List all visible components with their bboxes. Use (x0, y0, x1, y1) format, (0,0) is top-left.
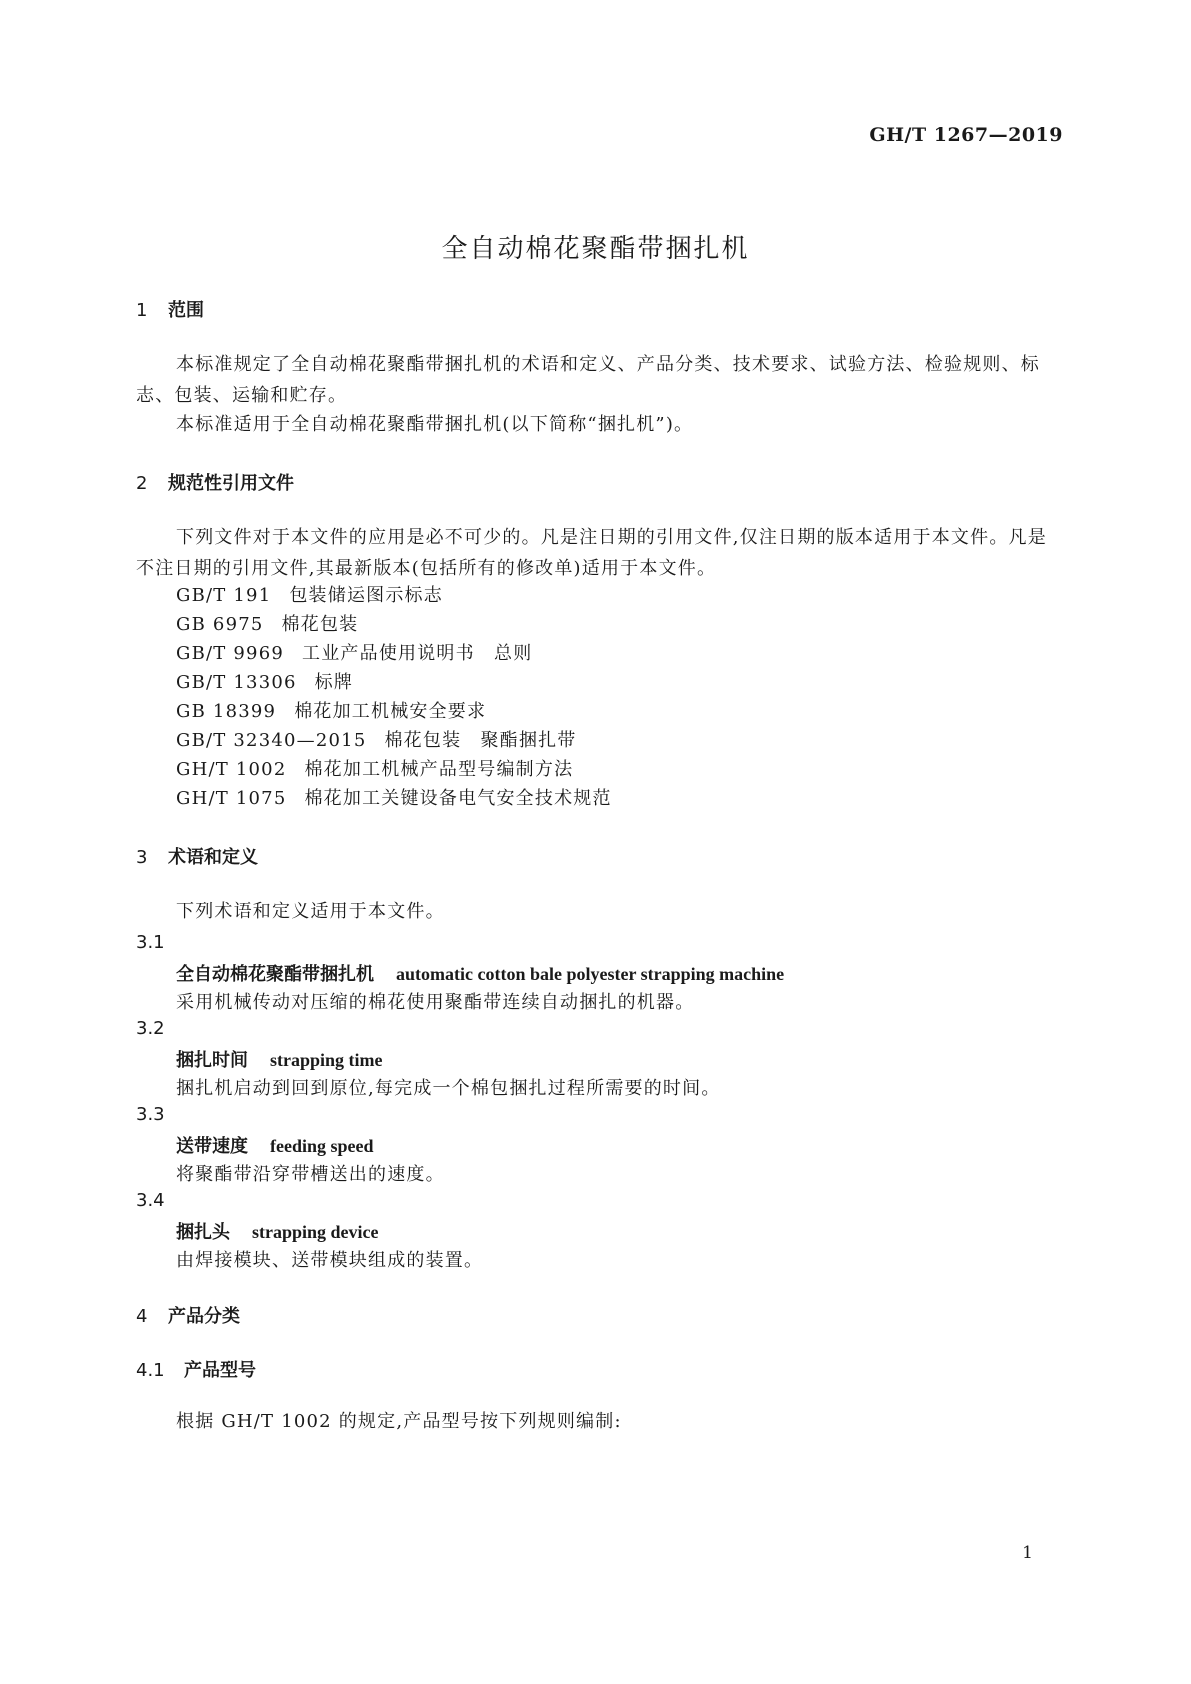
reference-title: 工业产品使用说明书 总则 (302, 643, 533, 664)
page-title: 全自动棉花聚酯带捆扎机 (441, 234, 750, 264)
section-number: 2 (136, 473, 148, 494)
term-definition: 捆扎机启动到回到原位,每完成一个棉包捆扎过程所需要的时间。 (176, 1078, 721, 1099)
section-3-intro: 下列术语和定义适用于本文件。 (176, 901, 445, 922)
reference-title: 标牌 (314, 672, 354, 693)
reference-title: 棉花加工关键设备电气安全技术规范 (304, 788, 612, 809)
term-en: strapping time (270, 1050, 383, 1070)
page-number: 1 (1022, 1543, 1033, 1563)
subsection-number: 4.1 (136, 1360, 165, 1381)
section-3-heading (136, 843, 258, 869)
subsection-title: 产品型号 (184, 1360, 256, 1381)
term-definition: 采用机械传动对压缩的棉花使用聚酯带连续自动捆扎的机器。 (176, 992, 695, 1013)
reference-code: GB 18399 (176, 701, 277, 722)
section-1-paragraph: 本标准适用于全自动棉花聚酯带捆扎机(以下简称“捆扎机”)。 (176, 414, 694, 435)
section-4-heading (136, 1302, 240, 1328)
term-heading (176, 1218, 379, 1244)
subsection-4-1-heading (136, 1356, 256, 1382)
term-heading (176, 1046, 383, 1072)
reference-code: GB/T 32340—2015 (176, 730, 367, 751)
reference-item (176, 725, 576, 756)
term-zh: 全自动棉花聚酯带捆扎机 (176, 964, 374, 985)
reference-title: 包装储运图示标志 (289, 585, 443, 606)
section-2-heading (136, 469, 294, 495)
reference-item (176, 580, 443, 611)
term-heading (176, 1132, 374, 1158)
reference-title: 棉花加工机械产品型号编制方法 (304, 759, 574, 780)
term-en: strapping device (252, 1222, 379, 1242)
section-number: 4 (136, 1306, 148, 1327)
reference-code: GB 6975 (176, 614, 264, 635)
term-definition: 将聚酯带沿穿带槽送出的速度。 (176, 1164, 445, 1185)
section-title: 范围 (168, 300, 204, 321)
reference-item (176, 754, 573, 785)
reference-item (176, 667, 353, 698)
section-title: 产品分类 (168, 1306, 240, 1327)
section-number: 1 (136, 300, 148, 321)
reference-code: GB/T 13306 (176, 672, 297, 693)
term-heading (176, 960, 784, 986)
term-definition: 由焊接模块、送带模块组成的装置。 (176, 1250, 484, 1271)
reference-title: 棉花包装 聚酯捆扎带 (384, 730, 577, 751)
section-2-intro: 下列文件对于本文件的应用是必不可少的。凡是注日期的引用文件,仅注日期的版本适用于本文件。凡是不注日期的引用文件,其最新版本(包括所有的修改单)适用于本文件。 (136, 527, 1047, 579)
reference-title: 棉花包装 (281, 614, 359, 635)
section-1-heading (136, 296, 204, 322)
reference-code: GH/T 1075 (176, 788, 287, 809)
section-1-paragraph: 本标准规定了全自动棉花聚酯带捆扎机的术语和定义、产品分类、技术要求、试验方法、检验规则、标志、包装、运输和贮存。 (136, 354, 1040, 406)
term-en: feeding speed (270, 1136, 374, 1156)
term-zh: 捆扎头 (176, 1222, 230, 1243)
reference-code: GH/T 1002 (176, 759, 287, 780)
term-number: 3.3 (136, 1104, 165, 1125)
term-zh: 送带速度 (176, 1136, 248, 1157)
section-number: 3 (136, 847, 148, 868)
reference-code: GB/T 191 (176, 585, 272, 606)
term-number: 3.1 (136, 932, 165, 953)
standard-code: GH/T 1267—2019 (869, 124, 1063, 146)
reference-title: 棉花加工机械安全要求 (294, 701, 487, 722)
term-number: 3.4 (136, 1190, 165, 1211)
subsection-text: 根据 GH/T 1002 的规定,产品型号按下列规则编制: (176, 1411, 622, 1432)
reference-code: GB/T 9969 (176, 643, 285, 664)
reference-item (176, 638, 532, 669)
term-en: automatic cotton bale polyester strapping machine (396, 964, 785, 984)
term-number: 3.2 (136, 1018, 165, 1039)
reference-item (176, 696, 486, 727)
section-title: 规范性引用文件 (168, 473, 294, 494)
term-zh: 捆扎时间 (176, 1050, 248, 1071)
reference-item (176, 783, 612, 814)
section-title: 术语和定义 (168, 847, 258, 868)
reference-item (176, 609, 358, 640)
